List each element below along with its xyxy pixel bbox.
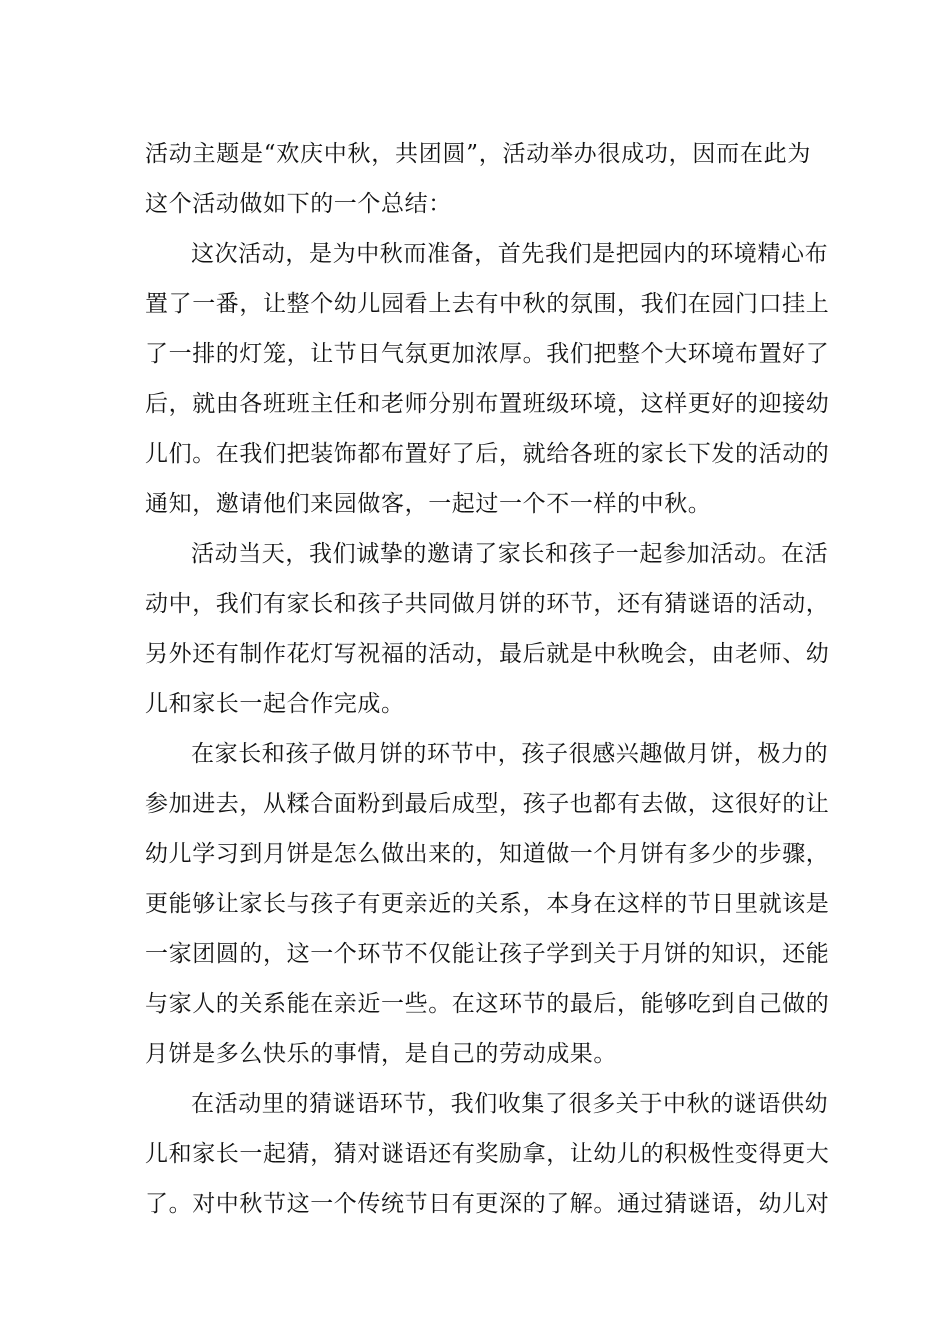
text-line: 在活动里的猜谜语环节，我们收集了很多关于中秋的谜语供幼 [191,1091,829,1117]
text-line: 了一排的灯笼，让节日气氛更加浓厚。我们把整个大环境布置好了 [145,341,830,367]
text-line: 活动主题是“欢庆中秋，共团圆”，活动举办很成功，因而在此为 [145,141,811,167]
text-line: 动中，我们有家长和孩子共同做月饼的环节，还有猜谜语的活动， [145,591,830,617]
text-line: 幼儿学习到月饼是怎么做出来的，知道做一个月饼有多少的步骤， [145,841,830,867]
text-line: 这次活动，是为中秋而准备，首先我们是把园内的环境精心布 [191,241,829,267]
text-line: 儿和家长一起合作完成。 [145,691,405,717]
text-line: 活动当天，我们诚挚的邀请了家长和孩子一起参加活动。在活 [191,541,829,567]
text-line: 儿和家长一起猜，猜对谜语还有奖励拿，让幼儿的积极性变得更大 [145,1141,830,1167]
text-line: 月饼是多么快乐的事情，是自己的劳动成果。 [145,1041,617,1067]
text-line: 通知，邀请他们来园做客，一起过一个不一样的中秋。 [145,491,712,517]
text-line: 在家长和孩子做月饼的环节中，孩子很感兴趣做月饼，极力的 [191,741,829,767]
text-line: 置了一番，让整个幼儿园看上去有中秋的氛围，我们在园门口挂上 [145,291,830,317]
text-line: 另外还有制作花灯写祝福的活动，最后就是中秋晚会，由老师、幼 [145,641,830,667]
text-line: 更能够让家长与孩子有更亲近的关系，本身在这样的节日里就该是 [145,891,830,917]
text-line: 一家团圆的，这一个环节不仅能让孩子学到关于月饼的知识，还能 [145,941,830,967]
document-body [145,129,830,1229]
text-line: 参加进去，从糅合面粉到最后成型，孩子也都有去做，这很好的让 [145,791,830,817]
text-line: 了。对中秋节这一个传统节日有更深的了解。通过猜谜语，幼儿对 [145,1191,830,1217]
text-line: 后，就由各班班主任和老师分别布置班级环境，这样更好的迎接幼 [145,391,830,417]
text-line: 与家人的关系能在亲近一些。在这环节的最后，能够吃到自己做的 [145,991,830,1017]
text-line: 这个活动做如下的一个总结： [145,191,452,217]
text-line: 儿们。在我们把装饰都布置好了后，就给各班的家长下发的活动的 [145,441,830,467]
